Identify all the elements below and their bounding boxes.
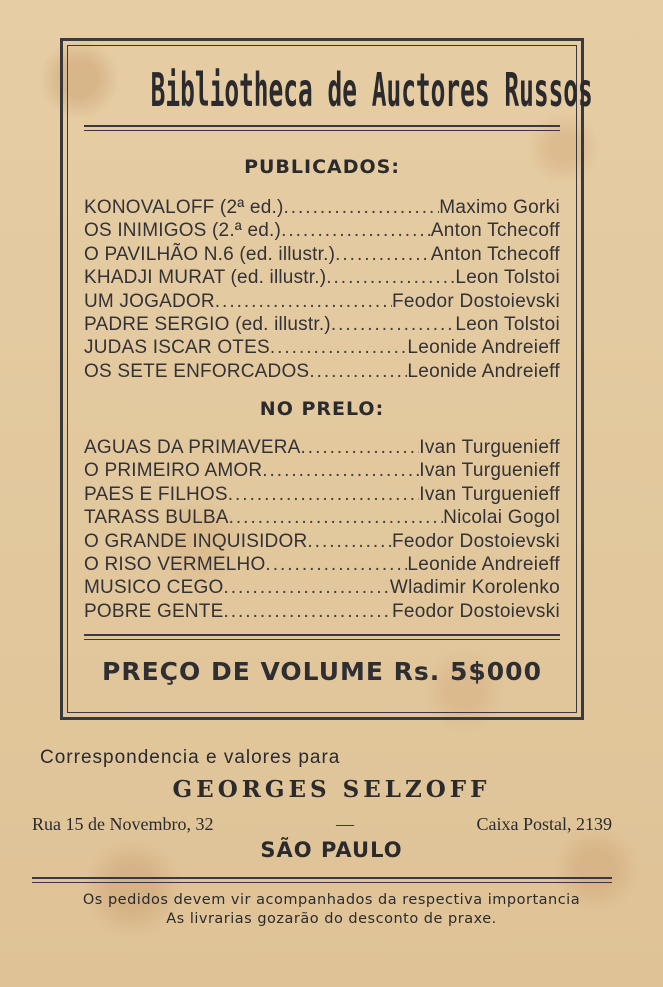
book-title: O GRANDE INQUISIDOR xyxy=(84,530,308,552)
book-title: PAES E FILHOS xyxy=(84,483,228,505)
book-author: Leon Tolstoi xyxy=(455,313,560,335)
book-author: Anton Tchecoff xyxy=(430,243,560,265)
address-separator: — xyxy=(335,814,354,834)
book-title: OS SETE ENFORCADOS xyxy=(84,360,310,382)
list-item xyxy=(84,243,560,266)
list-item xyxy=(84,436,560,459)
book-author: Ivan Turguenieff xyxy=(419,460,560,482)
book-author: Anton Tchecoff xyxy=(430,220,560,242)
list-item xyxy=(84,506,560,529)
book-title: POBRE GENTE xyxy=(84,600,224,622)
book-author: Leonide Andreieff xyxy=(407,360,560,382)
price-rule-top-thin xyxy=(84,639,560,640)
list-item xyxy=(84,530,560,553)
book-title: O RISO VERMELHO xyxy=(84,553,266,575)
footer-rule-top-thin xyxy=(32,882,612,883)
in-press-heading: NO PRELO: xyxy=(259,398,385,420)
publisher-name: GEORGES SELZOFF xyxy=(172,776,491,803)
book-title: AGUAS DA PRIMAVERA xyxy=(84,437,301,458)
in-press-list xyxy=(84,436,560,623)
title-rule-thin xyxy=(84,130,560,131)
dot-leader xyxy=(326,266,455,289)
list-item xyxy=(84,459,560,482)
street-address: Rua 15 de Novembro, 32 xyxy=(32,814,214,834)
price-rule-top xyxy=(84,634,560,636)
book-title: KONOVALOFF (2ª ed.) xyxy=(84,197,284,218)
book-title: TARASS BULBA xyxy=(84,507,229,529)
book-title: JUDAS ISCAR OTES xyxy=(84,337,270,359)
book-title: OS INIMIGOS (2.ª ed.) xyxy=(84,220,282,242)
book-title: KHADJI MURAT (ed. illustr.) xyxy=(84,267,327,289)
price-line: PREÇO DE VOLUME Rs. 5$000 xyxy=(102,657,542,686)
dot-leader xyxy=(281,219,431,242)
published-heading: PUBLICADOS: xyxy=(244,156,400,178)
dot-leader xyxy=(223,576,389,599)
dot-leader xyxy=(262,459,419,482)
dot-leader xyxy=(265,553,407,576)
list-item xyxy=(84,483,560,506)
list-item xyxy=(84,360,560,383)
title-rule xyxy=(84,125,560,127)
footer-note-discount: As livrarias gozarão do desconto de praxe. xyxy=(166,911,497,927)
correspondence-intro: Correspondencia e valores para xyxy=(40,747,341,768)
list-item xyxy=(84,266,560,289)
list-item xyxy=(84,313,560,336)
footer-rule-top xyxy=(32,877,612,879)
dot-leader xyxy=(331,313,456,336)
book-author: Feodor Dostoievski xyxy=(391,290,560,312)
book-author: Feodor Dostoievski xyxy=(391,600,560,622)
book-title: PADRE SERGIO (ed. illustr.) xyxy=(84,313,331,335)
book-title: O PAVILHÃO N.6 (ed. illustr.) xyxy=(84,243,336,265)
dot-leader xyxy=(223,600,392,623)
dot-leader xyxy=(309,360,407,383)
book-title: MUSICO CEGO xyxy=(84,577,224,599)
book-title: O PRIMEIRO AMOR xyxy=(84,460,263,482)
book-author: Leonide Andreieff xyxy=(407,337,560,359)
book-author: Leonide Andreieff xyxy=(407,553,560,575)
catalog-title: Bibliotheca de Auctores Russos xyxy=(150,64,593,118)
book-author: Ivan Turguenieff xyxy=(419,437,560,458)
book-author: Maximo Gorki xyxy=(439,197,560,218)
dot-leader xyxy=(228,483,420,506)
po-box: Caixa Postal, 2139 xyxy=(476,814,612,834)
book-author: Leon Tolstoi xyxy=(455,267,560,289)
dot-leader xyxy=(307,530,392,553)
list-item xyxy=(84,290,560,313)
dot-leader xyxy=(270,336,408,359)
book-author: Feodor Dostoievski xyxy=(391,530,560,552)
list-item xyxy=(84,336,560,359)
city-name: SÃO PAULO xyxy=(260,838,403,862)
dot-leader xyxy=(335,243,431,266)
list-item xyxy=(84,196,560,219)
list-item xyxy=(84,219,560,242)
list-item xyxy=(84,553,560,576)
book-title: UM JOGADOR xyxy=(84,290,215,312)
dot-leader xyxy=(301,436,420,459)
list-item xyxy=(84,576,560,599)
book-author: Nicolai Gogol xyxy=(443,507,560,529)
book-author: Wladimir Korolenko xyxy=(389,577,560,599)
book-author: Ivan Turguenieff xyxy=(419,483,560,505)
dot-leader xyxy=(283,196,439,219)
list-item xyxy=(84,600,560,623)
address-line xyxy=(32,814,612,835)
dot-leader xyxy=(215,290,392,313)
footer-note-orders: Os pedidos devem vir acompanhados da respectiva importancia xyxy=(82,892,581,908)
published-list xyxy=(84,196,560,383)
dot-leader xyxy=(229,506,443,529)
